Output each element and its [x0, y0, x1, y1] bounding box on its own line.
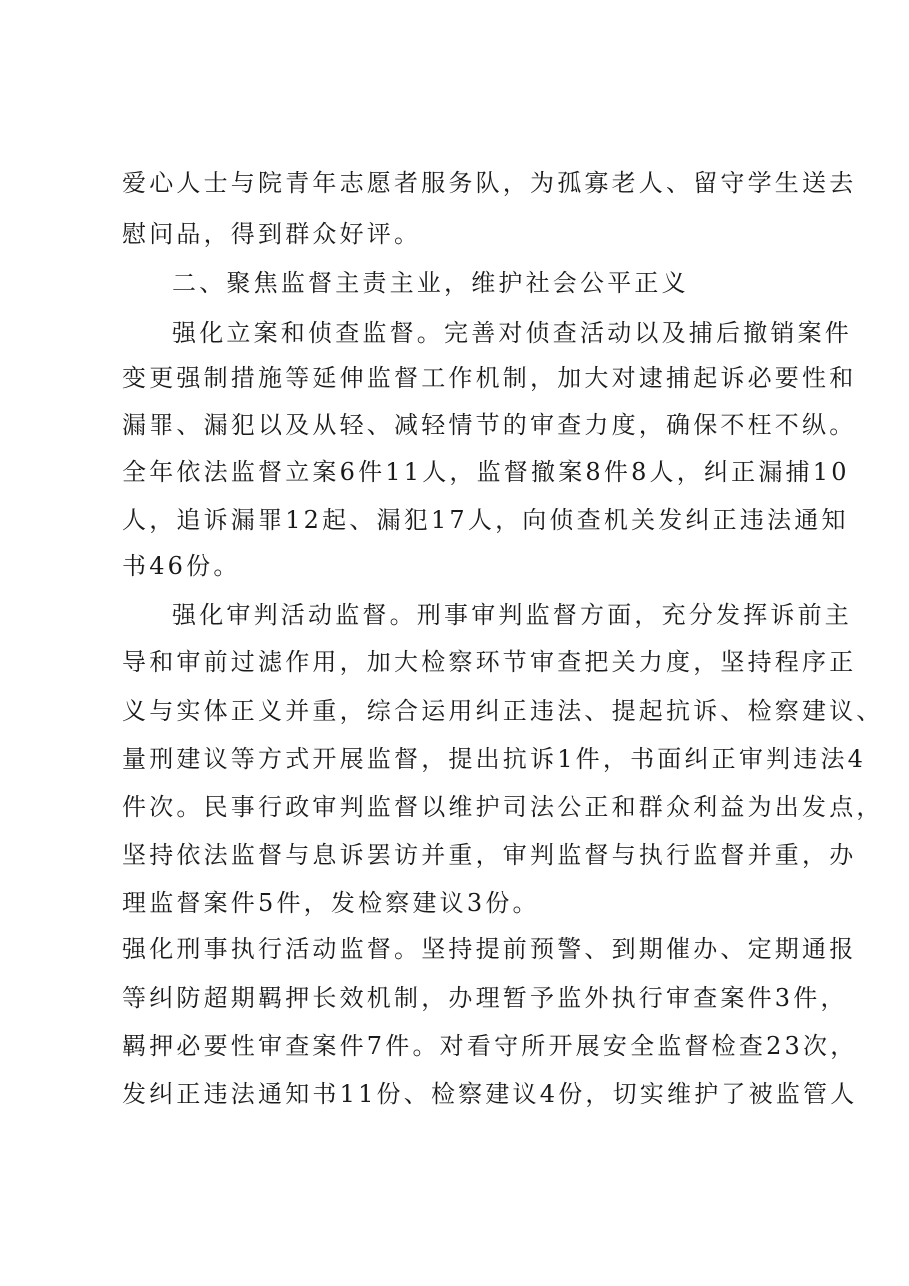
text-line: 件次。民事行政审判监督以维护司法公正和群众利益为出发点，	[122, 793, 884, 821]
text-line: 书46份。	[122, 552, 241, 580]
text-line: 慰问品，得到群众好评。	[122, 220, 422, 248]
text-line: 强化审判活动监督。刑事审判监督方面，充分发挥诉前主	[172, 601, 852, 629]
text-line: 义与实体正义并重，综合运用纠正违法、提起抗诉、检察建议、	[122, 697, 884, 725]
text-line: 发纠正违法通知书11份、检察建议4份，切实维护了被监管人	[122, 1080, 858, 1108]
text-line: 强化立案和侦查监督。完善对侦查活动以及捕后撤销案件	[172, 319, 852, 347]
text-line: 爱心人士与院青年志愿者服务队，为孤寡老人、留守学生送去	[122, 169, 857, 197]
text-line: 漏罪、漏犯以及从轻、减轻情节的审查力度，确保不枉不纵。	[122, 411, 857, 439]
text-line: 理监督案件5件，发检察建议3份。	[122, 889, 540, 917]
text-line: 人，追诉漏罪12起、漏犯17人，向侦查机关发纠正违法通知	[122, 506, 849, 534]
text-line: 强化刑事执行活动监督。坚持提前预警、到期催办、定期通报	[122, 935, 857, 963]
text-line: 羁押必要性审查案件7件。对看守所开展安全监督检查23次，	[122, 1032, 858, 1060]
text-line: 变更强制措施等延伸监督工作机制，加大对逮捕起诉必要性和	[122, 364, 857, 392]
text-line: 导和审前过滤作用，加大检察环节审查把关力度，坚持程序正	[122, 648, 857, 676]
section-heading: 二、聚焦监督主责主业，维护社会公平正义	[172, 269, 689, 297]
text-line: 全年依法监督立案6件11人，监督撤案8件8人，纠正漏捕10	[122, 458, 850, 486]
text-line: 等纠防超期羁押长效机制，办理暂予监外执行审查案件3件，	[122, 984, 848, 1012]
text-line: 量刑建议等方式开展监督，提出抗诉1件，书面纠正审判违法4	[122, 745, 867, 773]
text-line: 坚持依法监督与息诉罢访并重，审判监督与执行监督并重，办	[122, 841, 857, 869]
